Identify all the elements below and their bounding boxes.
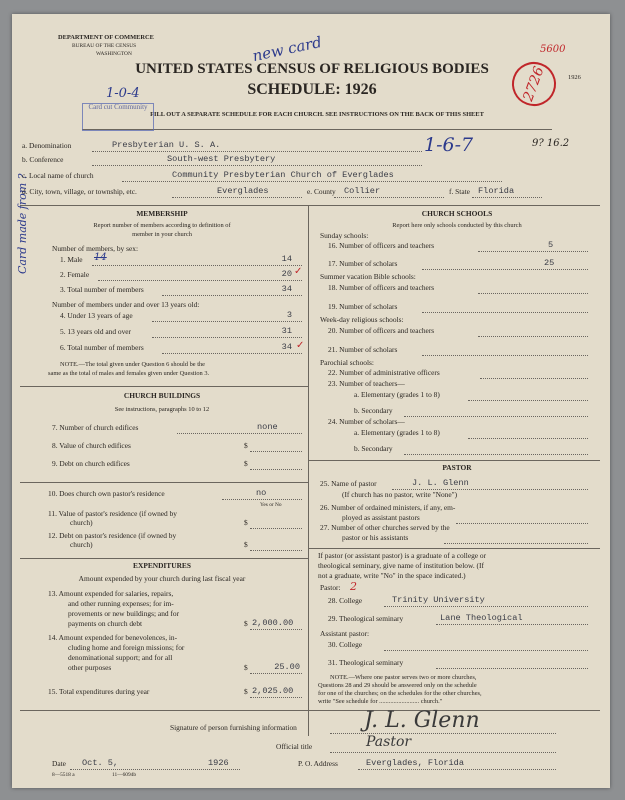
dollar-sign: $ <box>244 687 248 696</box>
state-label: f. State <box>449 187 470 196</box>
bureau-city: WASHINGTON <box>96 51 132 57</box>
local-name-value: Community Presbyterian Church of Everglades <box>172 170 394 180</box>
pastor-note-4: write "See schedule for ......................... church." <box>318 698 443 705</box>
membership-note-2: same as the total of males and females given under Question 3. <box>48 370 210 377</box>
denomination-value: Presbyterian U. S. A. <box>112 140 221 150</box>
conference-label: b. Conference <box>22 155 64 164</box>
form-number: 8—5518 a <box>52 772 75 778</box>
e13-line-4: payments on church debt <box>68 619 143 628</box>
year-small: 1926 <box>568 74 581 81</box>
q21-label: 21. Number of scholars <box>328 345 398 354</box>
pastor-mark: 2 <box>350 580 357 593</box>
by-sex-label: Number of members, by sex: <box>52 244 138 253</box>
pastor-note-1: NOTE.—Where one pastor serves two or more churches, <box>330 674 477 681</box>
male-value: 14 <box>281 254 292 264</box>
form-instruction: FILL OUT A SEPARATE SCHEDULE FOR EACH CHURCH. SEE INSTRUCTIONS ON THE BACK OF THIS SHEET <box>150 111 484 118</box>
grad-line-2: theological seminary, give name of institution below. (If <box>318 561 484 570</box>
po-address-value: Everglades, Florida <box>366 758 464 768</box>
edifices-value: none <box>257 422 278 432</box>
city-label: d. City, town, village, or township, etc. <box>22 187 137 196</box>
e14-line-3: denominational support; and for all <box>68 653 173 662</box>
e14-value: 25.00 <box>274 662 300 672</box>
dollar-sign: $ <box>244 518 248 527</box>
q25-value: J. L. Glenn <box>412 478 469 488</box>
sunday-schools-label: Sunday schools: <box>320 231 369 240</box>
title-value: Pastor <box>366 734 412 750</box>
check-mark-icon: ✓ <box>296 340 305 351</box>
e13-value: 2,000.00 <box>252 618 294 628</box>
schools-sub: Report here only schools conducted by this church <box>392 222 522 229</box>
dollar-sign: $ <box>244 619 248 628</box>
date-label: Date <box>52 759 66 768</box>
card-cut-stamp: Card cut Community <box>82 103 154 131</box>
census-form-sheet <box>12 14 610 788</box>
q18-label: 18. Number of officers and teachers <box>328 283 435 292</box>
pastor-note-2: Questions 28 and 29 should be answered only on the schedule <box>318 682 477 689</box>
po-address-label: P. O. Address <box>298 759 338 768</box>
e14-line-1: 14. Amount expended for benevolences, in- <box>48 633 178 642</box>
form-title: UNITED STATES CENSUS OF RELIGIOUS BODIES <box>135 61 489 77</box>
e15-label: 15. Total expenditures during year <box>48 687 150 696</box>
conference-value: South-west Presbytery <box>167 154 276 164</box>
female-label: 2. Female <box>60 270 90 279</box>
q26-line-1: 26. Number of ordained ministers, if any, em- <box>320 503 456 512</box>
membership-note-1: NOTE.—The total given under Question 6 should be the <box>60 361 206 368</box>
signature-label: Signature of person furnishing information <box>170 723 297 732</box>
membership-heading: MEMBERSHIP <box>136 209 188 218</box>
under13-value: 3 <box>286 310 292 320</box>
code-circle: 2726 <box>506 56 562 112</box>
edifices-label: 7. Number of church edifices <box>52 423 139 432</box>
dollar-sign: $ <box>244 663 248 672</box>
dollar-sign: $ <box>244 459 248 468</box>
secondary-label: b. Secondary <box>354 406 393 415</box>
check-mark-icon: ✓ <box>294 266 303 277</box>
secondary-2-label: b. Secondary <box>354 444 393 453</box>
q19-label: 19. Number of scholars <box>328 302 398 311</box>
assistant-sub-label: Assistant pastor: <box>320 629 370 638</box>
female-value: 20 <box>281 269 292 279</box>
pastor-sub-label: Pastor: <box>320 583 341 592</box>
q20-label: 20. Number of officers and teachers <box>328 326 435 335</box>
summer-schools-label: Summer vacation Bible schools: <box>320 272 416 281</box>
q28-value: Trinity University <box>392 595 485 605</box>
age-header: Number of members under and over 13 years old: <box>52 300 200 309</box>
pastor-note-3: for one of the churches; on the schedules for the other churches, <box>318 690 482 697</box>
male-label: 1. Male <box>60 255 83 264</box>
male-struck: 14 <box>94 252 107 263</box>
q29-label: 29. Theological seminary <box>328 614 404 623</box>
q30-label: 30. College <box>328 640 363 649</box>
res-value-label-1: 11. Value of pastor's residence (if owned by <box>48 509 177 518</box>
right-code-note: 1-6-7 <box>424 134 474 156</box>
total-label: 3. Total number of members <box>60 285 144 294</box>
residence-label: 10. Does church own pastor's residence <box>48 489 165 498</box>
grad-line-1: If pastor (or assistant pastor) is a graduate of a college or <box>318 551 487 560</box>
buildings-heading: CHURCH BUILDINGS <box>123 391 201 400</box>
expenditures-sub: Amount expended by your church during last fiscal year <box>78 574 246 583</box>
title-label: Official title <box>276 742 313 751</box>
total-value: 34 <box>281 284 292 294</box>
q25-label: 25. Name of pastor <box>320 479 377 488</box>
elementary-label: a. Elementary (grades 1 to 8) <box>354 390 440 399</box>
top-code-note: 1-0-4 <box>106 86 140 101</box>
weekday-schools-label: Week-day religious schools: <box>320 315 404 324</box>
form-number-2: 11—6094b <box>112 772 137 778</box>
e13-line-2: and other running expenses; for im- <box>68 599 174 608</box>
schools-heading: CHURCH SCHOOLS <box>421 209 493 218</box>
q25-sub: (If church has no pastor, write "None") <box>342 490 458 499</box>
buildings-sub: See instructions, paragraphs 10 to 12 <box>114 406 210 413</box>
q27-line-1: 27. Number of other churches served by the <box>320 523 450 532</box>
membership-sub-1: Report number of members according to definition of <box>93 222 231 229</box>
q17-label: 17. Number of scholars <box>328 259 398 268</box>
right-code-note-2: 9? 16.2 <box>532 138 570 149</box>
q28-label: 28. College <box>328 596 363 605</box>
e13-line-1: 13. Amount expended for salaries, repairs, <box>48 589 174 598</box>
q17-value: 25 <box>544 258 555 268</box>
q16-label: 16. Number of officers and teachers <box>328 241 435 250</box>
e15-value: 2,025.00 <box>252 686 294 696</box>
grad-line-3: not a graduate, write "No" in the space indicated.) <box>318 571 466 580</box>
value-label: 8. Value of church edifices <box>52 441 131 450</box>
over13-label: 5. 13 years old and over <box>60 327 132 336</box>
pastor-heading: PASTOR <box>442 463 472 472</box>
under13-label: 4. Under 13 years of age <box>60 311 133 320</box>
dollar-sign: $ <box>244 441 248 450</box>
res-debt-label-1: 12. Debt on pastor's residence (if owned by <box>48 531 177 540</box>
yes-or-no-hint: Yes or No <box>260 502 282 508</box>
res-debt-label-2: church) <box>70 540 93 549</box>
code-small: 5600 <box>540 44 566 55</box>
total2-label: 6. Total number of members <box>60 343 144 352</box>
q22-label: 22. Number of administrative officers <box>328 368 440 377</box>
debt-label: 9. Debt on church edifices <box>52 459 130 468</box>
residence-value: no <box>256 488 267 498</box>
e13-line-3: provements or new buildings; and for <box>68 609 180 618</box>
q29-value: Lane Theological <box>440 613 523 623</box>
date-value: Oct. 5, <box>82 758 119 768</box>
total2-value: 34 <box>281 342 292 352</box>
county-label: e. County <box>307 187 336 196</box>
local-name-label: c. Local name of church <box>22 171 94 180</box>
city-value: Everglades <box>217 186 269 196</box>
date-year: 1926 <box>208 758 229 768</box>
department-name: DEPARTMENT OF COMMERCE <box>58 34 154 41</box>
q31-label: 31. Theological seminary <box>328 658 404 667</box>
q24-label: 24. Number of scholars— <box>328 417 405 426</box>
signature-value: J. L. Glenn <box>364 708 480 733</box>
q27-line-2: pastor or his assistants <box>342 533 409 542</box>
side-margin-note: Card made from ? <box>16 173 29 274</box>
q26-line-2: ployed as assistant pastors <box>342 513 420 522</box>
e14-line-2: cluding home and foreign missions; for <box>68 643 185 652</box>
schedule-title: SCHEDULE: 1926 <box>247 81 377 98</box>
elementary-2-label: a. Elementary (grades 1 to 8) <box>354 428 440 437</box>
q23-label: 23. Number of teachers— <box>328 379 405 388</box>
state-value: Florida <box>478 186 515 196</box>
expenditures-heading: EXPENDITURES <box>133 561 191 570</box>
bureau-name: BUREAU OF THE CENSUS <box>72 43 137 49</box>
q16-value: 5 <box>548 240 554 250</box>
county-value: Collier <box>344 186 381 196</box>
denomination-label: a. Denomination <box>22 141 72 150</box>
membership-sub-2: member in your church <box>132 231 192 238</box>
res-value-label-2: church) <box>70 518 93 527</box>
new-card-note: new card <box>250 32 324 66</box>
over13-value: 31 <box>281 326 292 336</box>
dollar-sign: $ <box>244 540 248 549</box>
e14-line-4: other purposes <box>68 663 112 672</box>
parochial-schools-label: Parochial schools: <box>320 358 374 367</box>
